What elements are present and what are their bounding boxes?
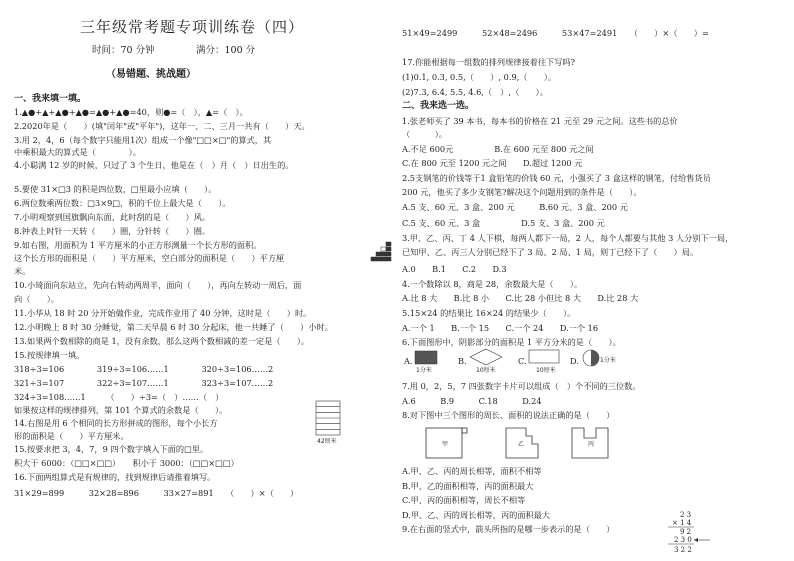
c3-line2: 已知甲、乙、丙三人分别已经下了 3 局、2 局、1 局，则丁已经下了（ ）局。 [402, 247, 699, 257]
c6-option-b-label: B. [458, 356, 467, 366]
c2-options-cd: C.5 支、60 元、3 盒 D.5 支、3 盒、200 元 [402, 218, 605, 228]
q8: 8.钟表上时针一天转（ ）圈，分针转（ ）圈。 [14, 226, 211, 236]
c4-options: A.比 8 大 B.比 8 小 C.比 28 小但比 8 大 D.比 28 大 [402, 293, 639, 303]
pattern-question: 如果按这样的规律排列，第 101 个算式的余数是（ ）。 [14, 405, 228, 415]
calc-line-2: × 1 4 [672, 519, 692, 527]
c6-option-b-dim: 10厘米 [476, 367, 496, 374]
page-title: 三年级常考题专项训练卷（四） [80, 18, 305, 36]
full-score: 满分：100 分 [196, 45, 256, 56]
q17-2: (2)7.3, 6.4, 5.5, 4.6,（ ）,（ ）。 [402, 87, 548, 97]
q7: 7.小明观察到国旗飘向东面，此时刮的是（ ）风。 [14, 212, 211, 222]
q3-line1: 3.用 2，4，6（每个数字只能用1次）组成一个像"□□×□"的算式，其 [14, 135, 272, 145]
q5: 5.要使 31×□3 的积是四位数，□里最小应填（ ）。 [14, 184, 217, 194]
q15-digits: 15.按要求把 3，4，7，9 四个数字填入下面的□里。 [14, 444, 209, 454]
subtitle: （易错题、挑战题） [106, 69, 196, 80]
q1: 1.▲●+▲+▲●+▲●=▲●+▲●=40，则●=（ ），▲=（ ）。 [14, 107, 248, 117]
c2-line1: 2.5支钢笔的价钱等于1 盒铅笔的价钱 60 元，小强买了 3 盒这样的钢笔，付给售货员 [402, 173, 711, 183]
q12: 12.小明晚上 8 时 30 分睡觉，第二天早晨 6 时 30 分起床，他一共睡了（ ）小时。 [14, 322, 333, 332]
c9: 9.在右面的竖式中，箭头所指的是哪一步表示的是（ ） [402, 524, 615, 534]
q9-line1: 9.如右图，用面积为 1 平方厘米的小正方形测量一个长方形的面积。 [14, 240, 262, 250]
figure-width-label: 42厘米 [317, 438, 337, 445]
c6-option-d-dim: 1分米 [600, 357, 616, 364]
q6: 6.两位数乘两位数：□3×9□，积的千位上最大是（ ）。 [14, 198, 231, 208]
c2-line2: 200 元，他买了多少支钢笔?解决这个问题用到的条件是（ ）。 [402, 187, 642, 197]
q9-line2: 这个长方形的面积是（ ）平方厘米，空白部分的面积是（ ）平方厘 [14, 253, 285, 263]
q11: 11.小华从 18 时 20 分开始做作业，完成作业用了 40 分钟，这时是（ ）时。 [14, 308, 312, 318]
c8-shapes [424, 424, 724, 466]
pattern-row-1: 318÷3=106 319÷3=106……1 320÷3=106……2 [14, 364, 274, 374]
c8: 8.对下图中三个图形的周长、面积的说法正确的是（ ） [402, 410, 615, 420]
q16-row2: 51×49=2499 52×48=2496 53×47=2491 （ ）×（ ）= [402, 28, 709, 38]
q16-row1: 31×29=899 32×28=896 33×27=891 （ ）×（ ） [14, 488, 299, 498]
q10-line2: 向（ ）。 [14, 294, 60, 304]
shape-yi-label: 乙 [518, 441, 525, 448]
q2: 2.2020年是（ ）(填"闰年"或"平年")，这年一、二、三月一共有（ ）天。 [14, 121, 310, 131]
q16: 16.下面两组算式是有规律的，找到规律后请推着填写。 [14, 472, 216, 482]
time-limit: 时间：70 分钟 [92, 45, 155, 56]
c6-option-c-dim: 10厘米 [536, 367, 556, 374]
c5-options: A.一个 1 B.一个 15 C.一个 24 D.一个 16 [402, 323, 599, 333]
c3-line1: 3.甲、乙、丙、丁 4 人下棋，每两人都下一局，2 人，每个人都要与其他 3 人分别下一局， [402, 233, 734, 243]
c6-option-a-dim: 1分米 [416, 367, 432, 374]
c6-option-c-label: C. [518, 356, 527, 366]
c1-options-cd: C.在 800 元至 1200 元之间 D.超过 1200 元 [402, 158, 583, 168]
q15-products: 积大于 6000：（□□×□□） 积小于 3000：（□□×□□） [14, 458, 239, 468]
c6-option-d-label: D. [570, 356, 579, 366]
c8-option-b: B.甲、乙的面积相等，丙的面积最大 [402, 481, 534, 491]
shape-bing-label: 丙 [588, 441, 595, 448]
q17-1: (1)0.1, 0.3, 0.5,（ ）, 0.9,（ ）。 [402, 72, 557, 82]
c1-line1: 1.张老师买了 39 本书，每本书的价格在 21 元至 29 元之间。这些书的总价 [402, 116, 678, 126]
calc-line-5: 3 2 2 [674, 546, 692, 554]
q17: 17.你能根据每一组数的排列规律接着往下写吗? [402, 57, 575, 67]
shape-jia-label: 甲 [442, 441, 449, 448]
c8-option-c: C.甲、丙的面积相等，周长不相等 [402, 495, 526, 505]
c8-option-d: D.甲、乙、丙的周长相等，丙的面积最大 [402, 510, 551, 520]
c1-options-ab: A.不足 600元 B.在 600 元至 800 元之间 [402, 144, 594, 154]
q13: 13.如果两个数相除的商是 1，没有余数，那么这两个数相减的差一定是（ ）。 [14, 336, 310, 346]
c1-line2: （ ）。 [402, 129, 448, 139]
calc-line-4: 2 3 0 [674, 536, 692, 544]
q14-line2: 形的面积是（ ）平方厘米。 [14, 431, 129, 441]
c3-options: A.0 B.1 C.2 D.3 [402, 264, 507, 274]
c2-options-ab: A.5 支、60 元、3 盒、200 元 B.60 元、3 盒、200 元 [402, 202, 628, 212]
calc-line-1: 2 3 [680, 511, 692, 519]
c4: 4.一个数除以 8，商是 28，余数最大是（ ）。 [402, 279, 583, 289]
section-heading-fill: 一、我来填一填。 [14, 94, 87, 104]
pattern-row-2: 321÷3=107 322÷3=107……1 323÷3=107……2 [14, 378, 274, 388]
pattern-row-3: 324÷3=108……1 （ ）÷3=（ ）……（ ） [14, 392, 224, 402]
c7: 7.用 0，2，5，7 四张数字卡片可以组成（ ）个不同的三位数。 [402, 381, 641, 391]
c7-options: A.6 B.9 C.18 D.24 [402, 396, 542, 406]
q14-line1: 14.右图是用 6 个相同的长方形拼成的图形，每个小长方 [14, 418, 218, 428]
c6: 6.下面图形中，阴影部分的面积是 1 平方分米的是（ ）。 [402, 337, 621, 347]
c8-option-a: A.甲、乙、丙的周长相等，面积不相等 [402, 466, 542, 476]
q4: 4.小聪满 12 岁的时候，只过了 3 个生日，他是在（ ）月（ ）日出生的。 [14, 160, 294, 170]
staircase-grid-figure [370, 240, 392, 264]
c5: 5.15×24 的结果比 16×24 的结果少（ ）。 [402, 308, 576, 318]
c6-option-a-label: A. [404, 356, 413, 366]
q15-pattern-heading: 15.按规律填一填。 [14, 350, 85, 360]
q3-line2: 中乘积最大的算式是（ ）。 [14, 147, 141, 157]
calc-line-3: 9 2 [680, 528, 692, 536]
q10-line1: 10.小琦面向东站立，先向右转动两周半，面向（ ），再向左转动一周后，面 [14, 280, 302, 290]
q9-line3: 米。 [14, 266, 31, 276]
section-heading-choose: 二、我来选一选。 [402, 101, 475, 111]
